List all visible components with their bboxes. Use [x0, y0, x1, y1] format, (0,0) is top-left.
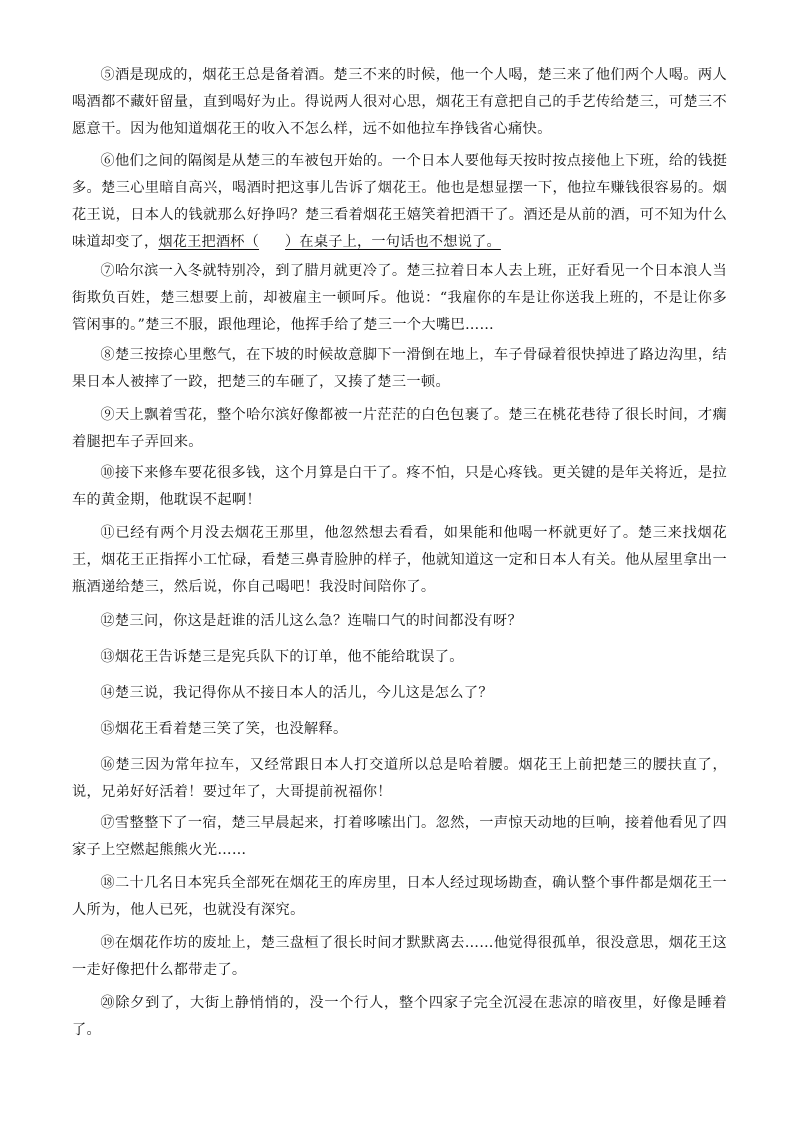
paragraph-15: ⑮烟花王看着楚三笑了笑，也没解释。 [100, 721, 348, 737]
paragraph-7: ⑦哈尔滨一入冬就特别冷，到了腊月就更冷了。楚三拉着日本人去上班，正好看见一个日本浪人当街欺负百姓，楚三想要上前，却被雇主一顿呵斥。他说：“我雇你的车是让你送我上班的，不是让你多管闲事的。”楚三不服，跟他理论，他挥手给了楚三一个大嘴巴…… [72, 263, 727, 333]
paragraph-13: ⑬烟花王告诉楚三是宪兵队下的订单，他不能给耽误了。 [100, 649, 464, 665]
paragraph-11: ⑪已经有两个月没去烟花王那里，他忽然想去看看，如果能和他喝一杯就更好了。楚三来找烟花王，烟花王正指挥小工忙碌，看楚三鼻青脸肿的样子，他就知道这一定和日本人有关。他从屋里拿出一瓶酒递给楚三，然后说，你自己喝吧！我没时间陪你了。 [72, 525, 727, 595]
paragraph-6 [72, 148, 727, 256]
paragraph-10: ⑩接下来修车要花很多钱，这个月算是白干了。疼不怕，只是心疼钱。更关键的是年关将近，是拉车的黄金期，他耽误不起啊！ [72, 465, 727, 508]
paragraph-8: ⑧楚三按捺心里憋气，在下坡的时候故意脚下一滑倒在地上，车子骨碌着很快掉进了路边沟里，结果日本人被摔了一跤，把楚三的车砸了，又揍了楚三一顿。 [72, 347, 727, 390]
paragraph-14: ⑭楚三说，我记得你从不接日本人的活儿，今儿这是怎么了？ [100, 685, 493, 701]
paragraph-6-text: ⑥他们之间的隔阂是从楚三的车被包开始的。一个日本人要他每天按时按点接他上下班，给的钱挺多。楚三心里暗自高兴，喝酒时把这事儿告诉了烟花王。他也是想显摆一下，他拉车赚钱很容易的。烟花王说，日本人的钱就那么好挣吗？楚三看着烟花王嬉笑着把酒干了。酒还是从前的酒，可不知为什么味道却变了， [72, 153, 727, 250]
underlined-sentence-end: ）在桌子上，一句话也不想说了。 [285, 234, 501, 250]
underlined-sentence-start: 烟花王把酒杯（ [158, 234, 260, 250]
paragraph-18: ⑱二十几名日本宪兵全部死在烟花王的库房里，日本人经过现场勘查，确认整个事件都是烟花王一人所为，他人已死，也就没有深究。 [72, 875, 727, 918]
paragraph-5: ⑤酒是现成的，烟花王总是备着酒。楚三不来的时候，他一个人喝，楚三来了他们两个人喝。两人喝酒都不藏奸留量，直到喝好为止。得说两人很对心思，烟花王有意把自己的手艺传给楚三，可楚三不愿意干。因为他知道烟花王的收入不怎么样，远不如他拉车挣钱省心痛快。 [72, 67, 727, 137]
paragraph-17: ⑰雪整整下了一宿，楚三早晨起来，打着哆嗦出门。忽然，一声惊天动地的巨响，接着他看见了四家子上空燃起熊熊火光…… [72, 815, 727, 858]
paragraph-9: ⑨天上飘着雪花，整个哈尔滨好像都被一片茫茫的白色包裹了。楚三在桃花巷待了很长时间，才瘸着腿把车子弄回来。 [72, 407, 727, 450]
paragraph-20: ⑳除夕到了，大街上静悄悄的，没一个行人，整个四家子完全沉浸在悲凉的暗夜里，好像是睡着了。 [72, 995, 727, 1038]
paragraph-19: ⑲在烟花作坊的废址上，楚三盘桓了很长时间才默默离去……他觉得很孤单，很没意思，烟花王这一走好像把什么都带走了。 [72, 935, 727, 978]
paragraph-16: ⑯楚三因为常年拉车，又经常跟日本人打交道所以总是哈着腰。烟花王上前把楚三的腰扶直了，说，兄弟好好活着！要过年了，大哥提前祝福你！ [72, 757, 727, 800]
paragraph-12: ⑫楚三问，你这是赶谁的活儿这么急？连喘口气的时间都没有呀？ [100, 613, 522, 629]
underlined-sentence [158, 234, 501, 250]
